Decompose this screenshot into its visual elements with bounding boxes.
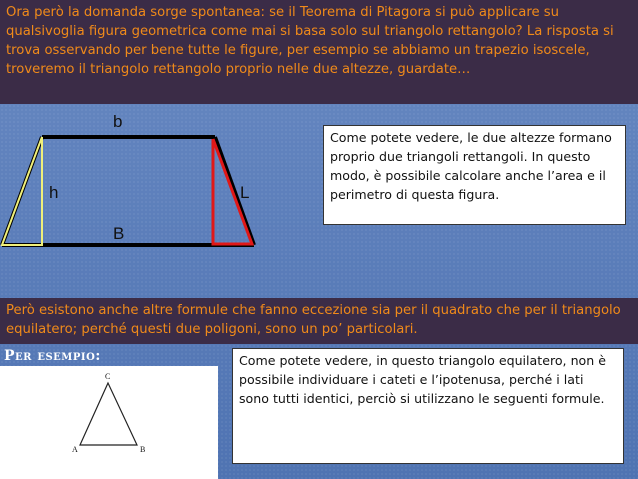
equilateral-triangle-figure bbox=[0, 366, 218, 479]
left-right-triangle bbox=[2, 137, 42, 245]
trapezoid-callout bbox=[323, 125, 626, 225]
intro-text: Ora però la domanda sorge spontanea: se il Teorema di Pitagora si può applicare su qualsivoglia figura geometrica come mai si basa solo sul triangolo rettangolo? La risposta si trova osservando per bene tutte le figure, per esempio se abbiamo un trapezio isoscele, troveremo il triangolo rettangolo proprio nelle due altezze, guardate… bbox=[6, 5, 614, 77]
triangle-callout bbox=[232, 348, 624, 464]
equilateral-triangle bbox=[80, 383, 137, 445]
trapezoid-callout-text: Come potete vedere, le due altezze formano proprio due triangoli rettangoli. In questo modo, è possibile calcolare anche l’area e il perimetro di questa figura. bbox=[330, 130, 612, 202]
exceptions-text-band bbox=[0, 298, 638, 344]
intro-text-band bbox=[0, 0, 638, 104]
label-bottom-base: B bbox=[113, 224, 125, 243]
label-side: L bbox=[240, 183, 250, 202]
triangle-callout-text: Come potete vedere, in questo triangolo equilatero, non è possibile individuare i cateti e l’ipotenusa, perché i lati sono tutti identici, perciò si utilizzano le seguenti formule. bbox=[239, 353, 606, 406]
vertex-label-a: A bbox=[72, 445, 78, 454]
exceptions-text: Però esistono anche altre formule che fanno eccezione sia per il quadrato che per il triangolo equilatero; perché questi due poligoni, sono un po’ particolari. bbox=[6, 303, 621, 337]
label-top-base: b bbox=[113, 112, 123, 131]
vertex-label-c: C bbox=[105, 372, 111, 381]
label-height: h bbox=[49, 183, 59, 202]
example-heading: Per esempio: bbox=[4, 348, 101, 364]
vertex-label-b: B bbox=[140, 445, 146, 454]
